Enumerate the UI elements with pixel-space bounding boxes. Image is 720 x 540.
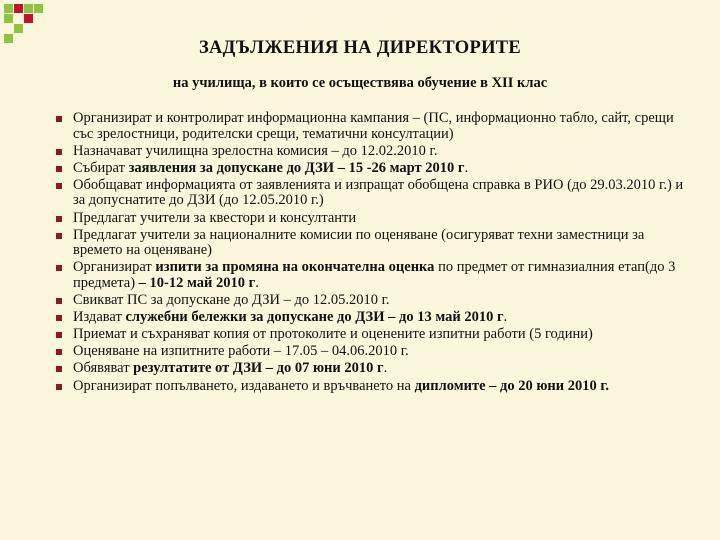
text: Обобщават информацията от заявленията и изпращат обобщена справка в РИО (до 29.03.2010 г.) и за допуснатите до ДЗИ (до 12.05.2010 г.) <box>73 176 684 209</box>
list-item <box>56 361 696 377</box>
text: Обявяват <box>73 360 134 377</box>
square-bullet-icon <box>56 332 62 338</box>
text: по предмет от гимназиалния етап(до 3 предмета) <box>73 259 676 291</box>
bold-text: – 10-12 май 2010 г <box>138 274 256 291</box>
square-bullet-icon <box>56 216 62 222</box>
list-item <box>56 211 696 227</box>
decor-square <box>24 14 33 23</box>
text: . <box>464 159 469 176</box>
text: Оценяване на изпитните работи – 17.05 – 04.06.2010 г. <box>73 343 409 360</box>
bold-text: изпити за промяна на окончателна оценка <box>155 259 435 276</box>
decor-square <box>24 4 33 13</box>
square-bullet-icon <box>56 183 62 189</box>
decor-square <box>4 4 13 13</box>
decor-square <box>14 4 23 13</box>
list-item <box>56 178 696 209</box>
square-bullet-icon <box>56 384 62 390</box>
square-bullet-icon <box>56 149 62 155</box>
text: Организират и контролират информационна кампания – (ПС, информационно табло, сайт, срещи със зрелостници, родителски срещи, тематични консултации) <box>73 110 674 142</box>
text: . <box>383 360 388 377</box>
list-item <box>56 144 696 160</box>
square-bullet-icon <box>56 116 62 122</box>
text: . <box>503 309 508 326</box>
text: Приемат и съхраняват копия от протоколите и оценените изпитни работи (5 години) <box>73 326 593 343</box>
list-item <box>56 379 696 395</box>
list-item <box>56 327 696 343</box>
list-item <box>56 293 696 309</box>
square-bullet-icon <box>56 366 62 372</box>
list-item <box>56 161 696 177</box>
list-item <box>56 344 696 360</box>
text: Организират попълването, издаването и връчването на <box>73 377 415 394</box>
decor-square <box>4 14 13 23</box>
page-title: ЗАДЪЛЖЕНИЯ НА ДИРЕКТОРИТЕ <box>198 38 522 58</box>
square-bullet-icon <box>56 298 62 304</box>
duties-list <box>56 111 696 396</box>
text: Събират <box>73 159 129 176</box>
text: Издават <box>73 309 126 326</box>
square-bullet-icon <box>56 166 62 172</box>
square-bullet-icon <box>56 233 62 239</box>
bold-text: заявления за допускане до ДЗИ – 15 -26 март 2010 г <box>128 159 465 176</box>
bold-text: резултатите от ДЗИ – до 07 юни 2010 г <box>133 360 384 377</box>
bold-text: дипломите – до 20 юни 2010 г. <box>414 377 609 394</box>
list-item <box>56 260 696 291</box>
decor-square <box>34 4 43 13</box>
text: Назначават училищна зрелостна комисия – до 12.02.2010 г. <box>73 142 438 159</box>
text: . <box>255 274 259 291</box>
header <box>0 38 720 92</box>
text: Свикват ПС за допускане до ДЗИ – до 12.05.2010 г. <box>73 292 390 309</box>
text: Предлагат учители за националните комисии по оценяване (осигуряват техни заместници за времето на оценяване) <box>73 226 645 259</box>
square-bullet-icon <box>56 349 62 355</box>
list-item <box>56 310 696 326</box>
list-item <box>56 111 696 142</box>
decor-square <box>14 24 23 33</box>
square-bullet-icon <box>56 265 62 271</box>
text: Предлагат учители за квестори и консултанти <box>73 209 357 226</box>
page-subtitle: на училища, в които се осъществява обучение в XII клас <box>172 75 548 91</box>
bold-text: служебни бележки за допускане до ДЗИ – до 13 май 2010 г <box>125 309 504 326</box>
square-bullet-icon <box>56 315 62 321</box>
text: Организират <box>73 259 156 276</box>
list-item <box>56 228 696 259</box>
